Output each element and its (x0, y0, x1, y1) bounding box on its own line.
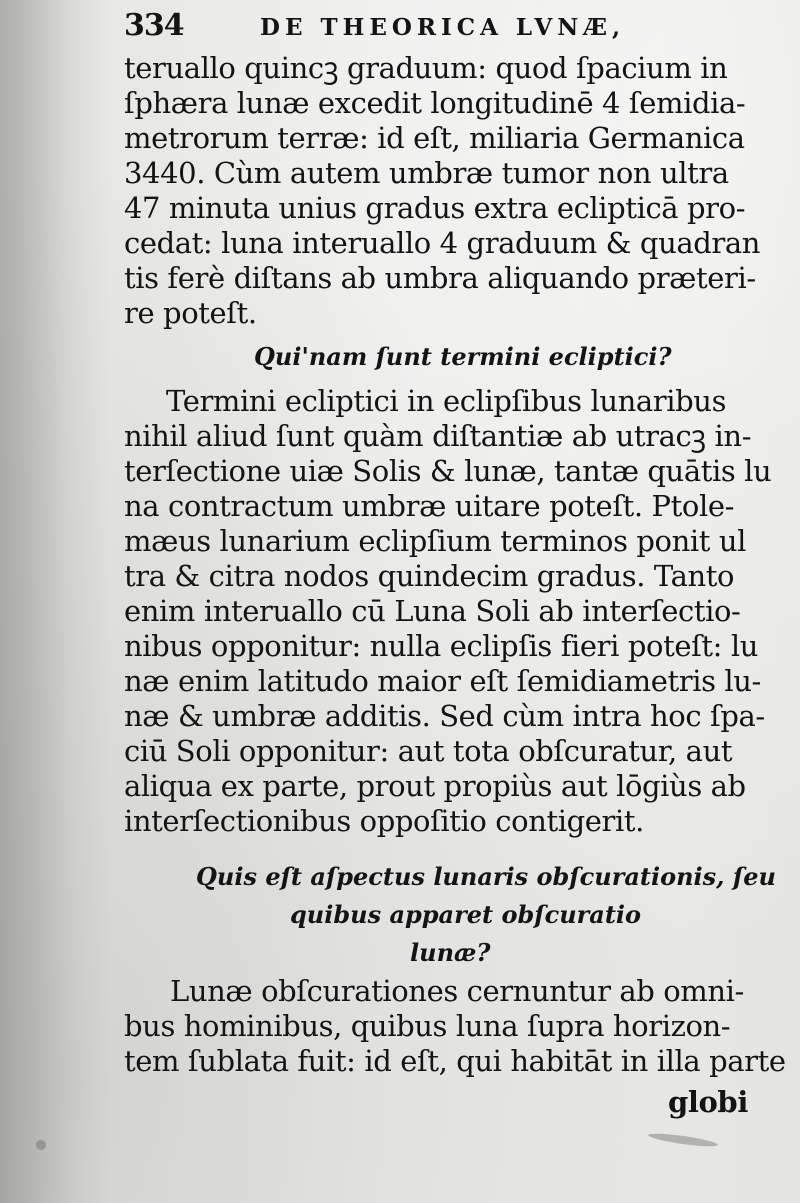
text-line: tem ſublata fuit: id eſt, qui habitāt in illa parte (124, 1044, 786, 1078)
text-line: re poteſt. (124, 296, 257, 330)
text-line: terſectione uiæ Solis & lunæ, tantæ quātis lu (124, 454, 772, 488)
text-block (124, 0, 786, 1203)
text-line: nihil aliud ſunt quàm diſtantiæ ab utracꝫ in- (124, 419, 752, 453)
text-line: ſphæra lunæ excedit longitudinē 4 ſemidia- (124, 86, 746, 120)
text-line: tra & citra nodos quindecim gradus. Tanto (124, 559, 735, 593)
text-line: mæus lunarium eclipſium terminos ponit ul (124, 524, 746, 558)
ink-spot (36, 1140, 46, 1150)
catchword: globi (668, 1085, 748, 1119)
section-heading: Quis eſt aſpectus lunaris obſcurationis, ſeu (196, 862, 776, 891)
page-number: 334 (124, 8, 184, 43)
running-title: DE THEORICA LVNÆ, (260, 14, 626, 41)
text-line: Termini ecliptici in eclipſibus lunaribus (166, 384, 727, 418)
text-line: ciū Soli opponitur: aut tota obſcuratur, aut (124, 734, 733, 768)
text-line: interſectionibus oppoſitio contigerit. (124, 804, 644, 838)
text-line: bus hominibus, quibus luna ſupra horizon- (124, 1009, 731, 1043)
text-line: metrorum terræ: id eſt, miliaria Germanica (124, 121, 745, 155)
text-line: na contractum umbræ uitare poteſt. Ptole- (124, 489, 735, 523)
section-heading: quibus apparet obſcuratio (290, 900, 642, 929)
text-line: næ enim latitudo maior eſt ſemidiametris lu- (124, 664, 761, 698)
text-line: aliqua ex parte, prout propiùs aut lōgiùs ab (124, 769, 746, 803)
text-line: teruallo quincꝫ graduum: quod ſpacium in (124, 51, 728, 85)
text-line: tis ferè diſtans ab umbra aliquando præteri- (124, 261, 756, 295)
text-line: nibus opponitur: nulla eclipſis fieri poteſt: lu (124, 629, 759, 663)
section-heading: lunæ? (410, 938, 491, 967)
section-heading: Qui'nam ſunt termini ecliptici? (254, 342, 672, 371)
text-line: cedat: luna interuallo 4 graduum & quadran (124, 226, 761, 260)
text-line: 47 minuta unius gradus extra eclipticā pro- (124, 191, 746, 225)
text-line: næ & umbræ additis. Sed cùm intra hoc ſpa- (124, 699, 765, 733)
page-gutter-shadow (0, 0, 110, 1203)
text-line: 3440. Cùm autem umbræ tumor non ultra (124, 156, 729, 190)
text-line: enim interuallo cū Luna Soli ab interſectio- (124, 594, 741, 628)
text-line: Lunæ obſcurationes cernuntur ab omni- (170, 974, 744, 1008)
